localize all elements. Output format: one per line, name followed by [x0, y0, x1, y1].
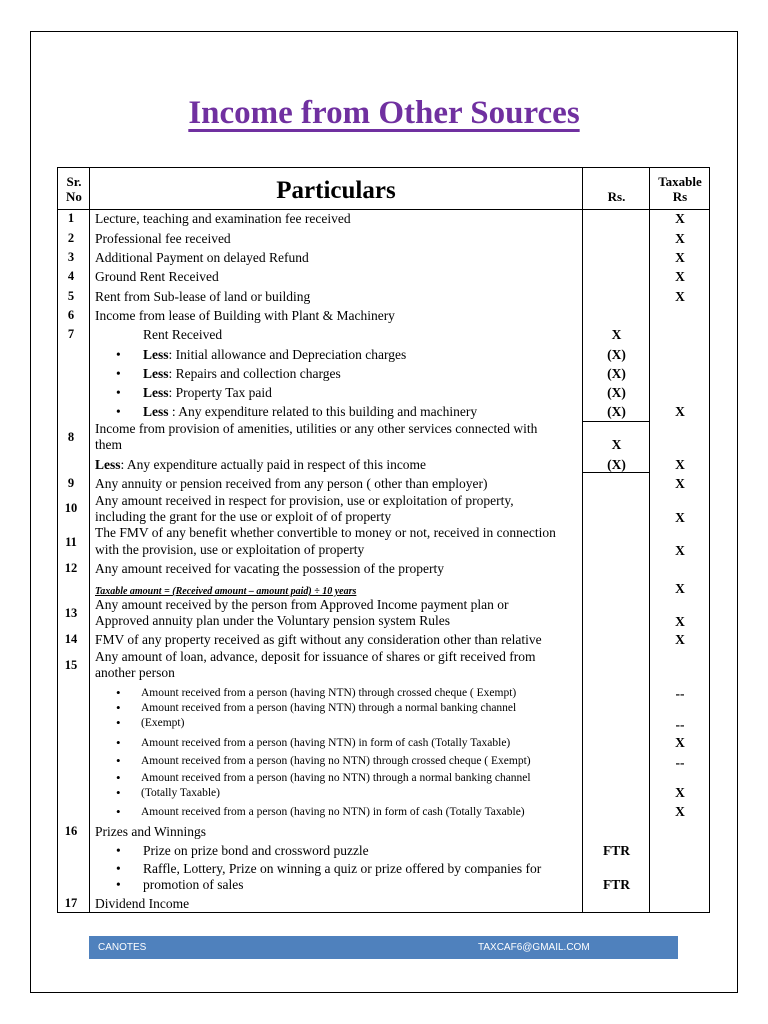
row-rs: (X) [607, 457, 626, 472]
row-taxable: X [675, 289, 685, 304]
row-text: Professional fee received [95, 231, 231, 246]
row-text: Rent Received [143, 327, 223, 342]
row-sr: 16 [64, 824, 78, 838]
row-taxable: X [675, 632, 685, 647]
sub-item [116, 686, 516, 700]
row-text: • Amount received from a person (having NTN) through crossed cheque ( Exempt) [141, 687, 517, 699]
row-taxable: X [675, 581, 685, 596]
row-rs: X [611, 437, 622, 452]
row-taxable: X [675, 404, 685, 419]
row-text: • Amount received from a person (having NTN) through a normal banking channel [141, 702, 517, 714]
row-taxable: X [675, 231, 685, 246]
row-text: with the provision, use or exploitation of property [95, 542, 365, 557]
row-taxable: -- [675, 717, 685, 732]
deduction-item [116, 366, 341, 382]
row-taxable: X [675, 785, 685, 800]
row-text: Ground Rent Received [95, 269, 219, 284]
row-text: Approved annuity plan under the Voluntary pension system Rules [95, 613, 450, 628]
row-text: Income from lease of Building with Plant & Machinery [95, 308, 395, 323]
row-sr: 11 [65, 535, 77, 549]
row-rs: (X) [607, 366, 626, 381]
row-sr: 1 [67, 211, 75, 225]
row-text: Prizes and Winnings [95, 824, 206, 839]
row-text: • (Exempt) [141, 717, 185, 729]
row-taxable: -- [675, 686, 685, 701]
row-sr: 2 [67, 231, 75, 245]
row-text: : Repairs and collection charges [168, 366, 341, 381]
header-rs: Rs. [607, 189, 626, 204]
less-label: Less [95, 457, 121, 472]
sub-item [116, 771, 531, 785]
row-text: including the grant for the use or exploit of of property [95, 509, 392, 524]
less-label: Less [143, 347, 169, 362]
sub-item [116, 736, 510, 750]
row-taxable: X [675, 269, 685, 284]
sub-item-cont [116, 877, 244, 893]
row-taxable: -- [675, 755, 685, 770]
row-taxable: X [675, 476, 685, 491]
row-sr: 3 [67, 250, 75, 264]
row-sr: 6 [67, 308, 75, 322]
header-sr-no: Sr. No [66, 174, 82, 204]
row-taxable: X [675, 457, 685, 472]
sub-item-cont [116, 786, 220, 800]
row-text: • Amount received from a person (having no NTN) through a normal banking channel [141, 772, 531, 784]
row-taxable: X [675, 510, 685, 525]
sub-item [116, 805, 525, 819]
row-text: • Amount received from a person (having NTN) in form of cash (Totally Taxable) [141, 737, 511, 749]
header-taxable: Taxable Rs [658, 174, 702, 204]
row-sr: 13 [64, 606, 78, 620]
row-sr: 14 [64, 632, 78, 646]
row-sr: 7 [67, 327, 75, 341]
row-text: Any amount received for vacating the possession of the property [95, 561, 445, 576]
footer-bar [89, 936, 678, 959]
less-label: Less [143, 366, 169, 381]
row-sr: 5 [67, 289, 75, 303]
taxable-amount-note: Taxable amount = (Received amount – amount paid) ÷ 10 years [95, 586, 357, 597]
less-label: Less [143, 385, 169, 400]
row-text: Additional Payment on delayed Refund [95, 250, 309, 265]
row-text: Any amount received in respect for provision, use or exploitation of property, [95, 493, 514, 508]
row-text: Lecture, teaching and examination fee received [95, 211, 351, 226]
row-sr: 9 [67, 476, 75, 490]
col-divider [89, 168, 90, 912]
row-rs: (X) [607, 347, 626, 362]
row-text: FMV of any property received as gift without any consideration other than relative [95, 632, 542, 647]
row-taxable: X [675, 543, 685, 558]
sub-item-cont [116, 716, 184, 730]
sub-item [116, 701, 516, 715]
row-text: • promotion of sales [143, 877, 244, 892]
row-text: : Any expenditure related to this building and machinery [168, 404, 478, 419]
row-text: Dividend Income [95, 896, 190, 911]
row-sr: 10 [64, 501, 78, 515]
row-text: Rent from Sub-lease of land or building [95, 289, 311, 304]
row-taxable: X [675, 804, 685, 819]
footer-email: TAXCAF6@GMAIL.COM [478, 942, 590, 953]
row-text: • Prize on prize bond and crossword puzzle [143, 843, 369, 858]
row-text: : Property Tax paid [168, 385, 272, 400]
sub-item [116, 861, 541, 877]
header-divider [58, 209, 709, 210]
row-sr: 8 [67, 430, 75, 444]
row-text: • Raffle, Lottery, Prize on winning a quiz or prize offered by companies for [143, 861, 542, 876]
col-divider [582, 168, 583, 912]
header-particulars: Particulars [276, 177, 396, 204]
row-sr: 17 [64, 896, 78, 910]
income-table [57, 167, 710, 913]
row-text: Any amount of loan, advance, deposit for issuance of shares or gift received from [95, 649, 536, 664]
footer-left: CANOTES [98, 942, 147, 953]
row-sr: 4 [67, 269, 75, 283]
page-title-wrap [0, 95, 768, 132]
row-taxable: X [675, 250, 685, 265]
row-text: another person [95, 665, 175, 680]
page-title: Income from Other Sources [188, 95, 580, 131]
row-sr: 12 [64, 561, 78, 575]
deduction-item [116, 347, 406, 363]
row-rs: FTR [603, 843, 630, 858]
deduction-item [116, 385, 272, 401]
row-text [95, 457, 426, 473]
row-text: : Initial allowance and Depreciation charges [168, 347, 407, 362]
row-text: Any amount received by the person from Approved Income payment plan or [95, 597, 509, 612]
sub-item [116, 754, 531, 768]
row-rs: (X) [607, 404, 626, 419]
sub-item [116, 843, 369, 859]
row-text: them [95, 437, 122, 452]
row-sr: 15 [64, 658, 78, 672]
row-rs: FTR [603, 877, 630, 892]
row-text: • (Totally Taxable) [141, 787, 220, 799]
row-taxable: X [675, 614, 685, 629]
row-text: Any annuity or pension received from any person ( other than employer) [95, 476, 488, 491]
row-text: • Amount received from a person (having no NTN) in form of cash (Totally Taxable) [141, 806, 525, 818]
row-rs: X [611, 327, 622, 342]
rs-divider [582, 421, 649, 422]
less-label: Less [143, 404, 169, 419]
row-text: Income from provision of amenities, utilities or any other services connected with [95, 421, 538, 436]
row-taxable: X [675, 735, 685, 750]
row-text: : Any expenditure actually paid in respect of this income [120, 457, 427, 472]
row-text: The FMV of any benefit whether convertible to money or not, received in connection [95, 525, 556, 540]
row-rs: (X) [607, 385, 626, 400]
row-text: • Amount received from a person (having no NTN) through crossed cheque ( Exempt) [141, 755, 531, 767]
row-taxable: X [675, 211, 685, 226]
deduction-item [116, 404, 477, 420]
